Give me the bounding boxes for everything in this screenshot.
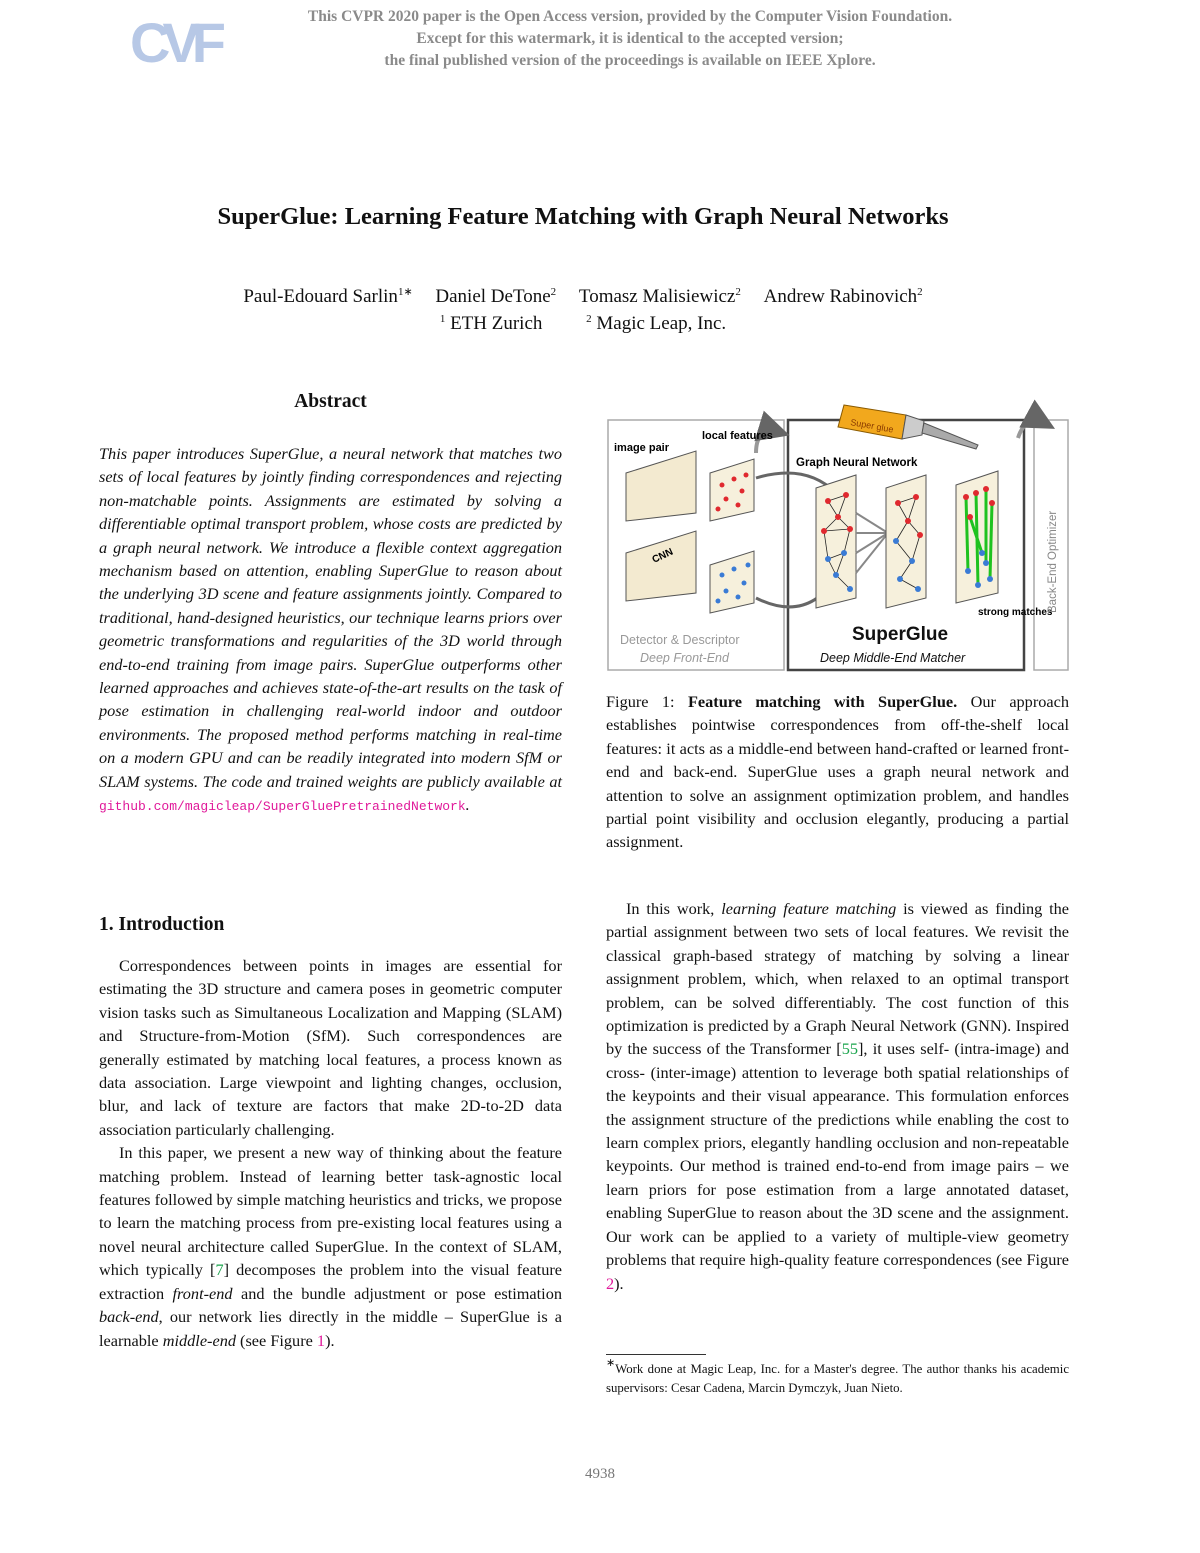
citation-link[interactable]: 55 — [841, 1039, 858, 1059]
section-heading-introduction: 1. Introduction — [99, 914, 225, 935]
paper-title: SuperGlue: Learning Feature Matching with Graph Neural Networks — [217, 203, 949, 230]
gnn-panel-right — [886, 475, 926, 608]
gnn-label: Graph Neural Network — [796, 457, 918, 469]
watermark-line-1: This CVPR 2020 paper is the Open Access version, provided by the Computer Vision Foundation. — [307, 8, 953, 25]
image-pair-label: image pair — [614, 442, 670, 454]
gnn-panel-left — [816, 475, 856, 608]
local-features-panel-bottom — [710, 551, 754, 613]
footnote-divider — [606, 1354, 706, 1355]
detector-descriptor-label: Detector & Descriptor — [620, 633, 740, 647]
figure-1-diagram — [606, 393, 1072, 673]
watermark — [250, 6, 1010, 72]
abstract-heading: Abstract — [294, 391, 367, 412]
introduction-body-continued — [606, 897, 1069, 1295]
abstract-body: This paper introduces SuperGlue, a neural network that matches two sets of local features by jointly finding correspondences and rejecting non-matchable points. Assignments are estimated by solving a differentiable optimal transport problem, whose costs are predicted by a graph neural network. We introduce a flexible context aggregation mechanism based on attention, enabling SuperGlue to reason about the underlying 3D scene and feature assignments jointly. Compared to traditional, hand-designed heuristics, our technique learns priors over geometric transformations and regularities of the 3D world through end-to-end training from image pairs. SuperGlue outperforms other learned approaches and achieves state-of-the-art results on the task of pose estimation in challenging real-world indoor and outdoor environments. The proposed method performs matching in real-time on a modern GPU and can be readily integrated into modern SfM or SLAM systems. The code and trained weights are publicly available at github.com/magicleap/SuperGluePretrainedNetwork. — [99, 444, 562, 815]
author-block — [0, 283, 1166, 337]
gnn-attention-lines — [856, 513, 888, 573]
author: Tomasz Malisiewicz$^2$ — [578, 286, 741, 307]
affiliation-list — [0, 310, 1166, 337]
page-number: 4938 — [585, 1466, 615, 1482]
right-paragraph: In this work, learning feature matching is viewed as finding the partial assignment between two sets of local features. We revisit the classical graph-based strategy of matching by solving a linear assignment problem, which, when relaxed to an optimal transport problem, can be solved differentiably. The cost function of this optimization is predicted by a Graph Neural Network (GNN). Inspired by the success of the Transformer [55], it uses self- (intra-image) and cross- (inter-image) attention to leverage both spatial relationships of the keypoints and their visual appearance. This formulation enforces the assignment structure of the predictions while enabling the cost to learn complex priors, elegantly handling occlusion and non-repeatable keypoints. Our method is trained end-to-end from image pairs – we learn priors for pose estimation from a large annotated dataset, enabling SuperGlue to reason about the 3D scene and the assignment. Our work can be applied to a variety of multiple-view geometry problems that require high-quality feature correspondences (see Figure 2). — [606, 899, 1070, 1293]
cvf-logo — [128, 10, 224, 72]
middle-end-label: Deep Middle-End Matcher — [820, 651, 966, 665]
author: Paul-Edouard Sarlin$^{1∗}$ — [243, 286, 413, 307]
cvf-logo-text: CVF — [130, 11, 218, 72]
citation-link[interactable]: 7 — [215, 1260, 224, 1280]
backend-arrow-icon — [1018, 421, 1048, 438]
intro-paragraph-2: In this paper, we present a new way of thinking about the feature matching problem. Instead of learning better task-agnostic local features followed by simple matching heuristics and tricks, we propose to learn the matching process from pre-existing local features using a novel neural architecture called SuperGlue. In the context of SLAM, which typically [7] decomposes the problem into the visual feature extraction front-end and the bundle adjustment or pose estimation back-end, our network lies directly in the middle – SuperGlue is a learnable middle-end (see Figure 1). — [99, 1143, 562, 1350]
svg-text:Super glue: Super glue — [849, 417, 895, 435]
cnn-label: CNN — [650, 546, 675, 566]
author: Andrew Rabinovich$^2$ — [763, 286, 923, 307]
affiliation: $^1$ ETH Zurich — [439, 313, 543, 334]
figure-link[interactable]: 1 — [316, 1330, 326, 1350]
super-glue-tube-icon — [838, 405, 978, 449]
affiliation: $^2$ Magic Leap, Inc. — [586, 313, 727, 334]
image-icon — [626, 531, 696, 601]
introduction-body — [99, 954, 562, 1352]
intro-paragraph-1: Correspondences between points in images are essential for estimating the 3D structure and camera poses in geometric computer vision tasks such as Simultaneous Localization and Mapping (SLAM) and Structure-from-Motion (SfM). Such correspondences are generally estimated by matching local features, a process known as data association. Large viewpoint and lighting changes, occlusion, blur, and lack of texture are factors that make 2D-to-2D data association particularly challenging. — [99, 956, 562, 1139]
figure-1-caption: Figure 1: Feature matching with SuperGlue. Our approach establishes pointwise correspondences from off-the-shelf local features: it acts as a middle-end between hand-crafted or learned front-end and back-end. SuperGlue uses a graph neural network and attention to solve an assignment optimization problem, and handles partial point visibility and occlusion elegantly, producing a partial assignment. — [606, 692, 1069, 852]
author: Daniel DeTone$^2$ — [435, 286, 557, 307]
local-features-label: local features — [702, 430, 773, 442]
watermark-line-3: the final published version of the proceedings is available on IEEE Xplore. — [384, 52, 876, 69]
front-end-label: Deep Front-End — [640, 651, 729, 665]
strong-matches-label: strong matches — [978, 607, 1053, 618]
local-features-panel-top — [710, 459, 754, 521]
author-list — [0, 283, 1166, 310]
superglue-label: SuperGlue — [852, 624, 949, 645]
backend-optimizer-label: Back-End Optimizer — [1047, 510, 1059, 613]
image-icon — [626, 451, 696, 521]
code-link[interactable]: github.com/magicleap/SuperGluePretrainedNetwork — [99, 799, 466, 815]
figure-link[interactable]: 2 — [606, 1273, 615, 1293]
footnote: ∗Work done at Magic Leap, Inc. for a Master's degree. The author thanks his academic supervisors: Cesar Cadena, Marcin Dymczyk, Juan Nieto. — [606, 1357, 1069, 1395]
matches-panel — [956, 471, 998, 603]
watermark-line-2: Except for this watermark, it is identical to the accepted version; — [416, 30, 844, 47]
